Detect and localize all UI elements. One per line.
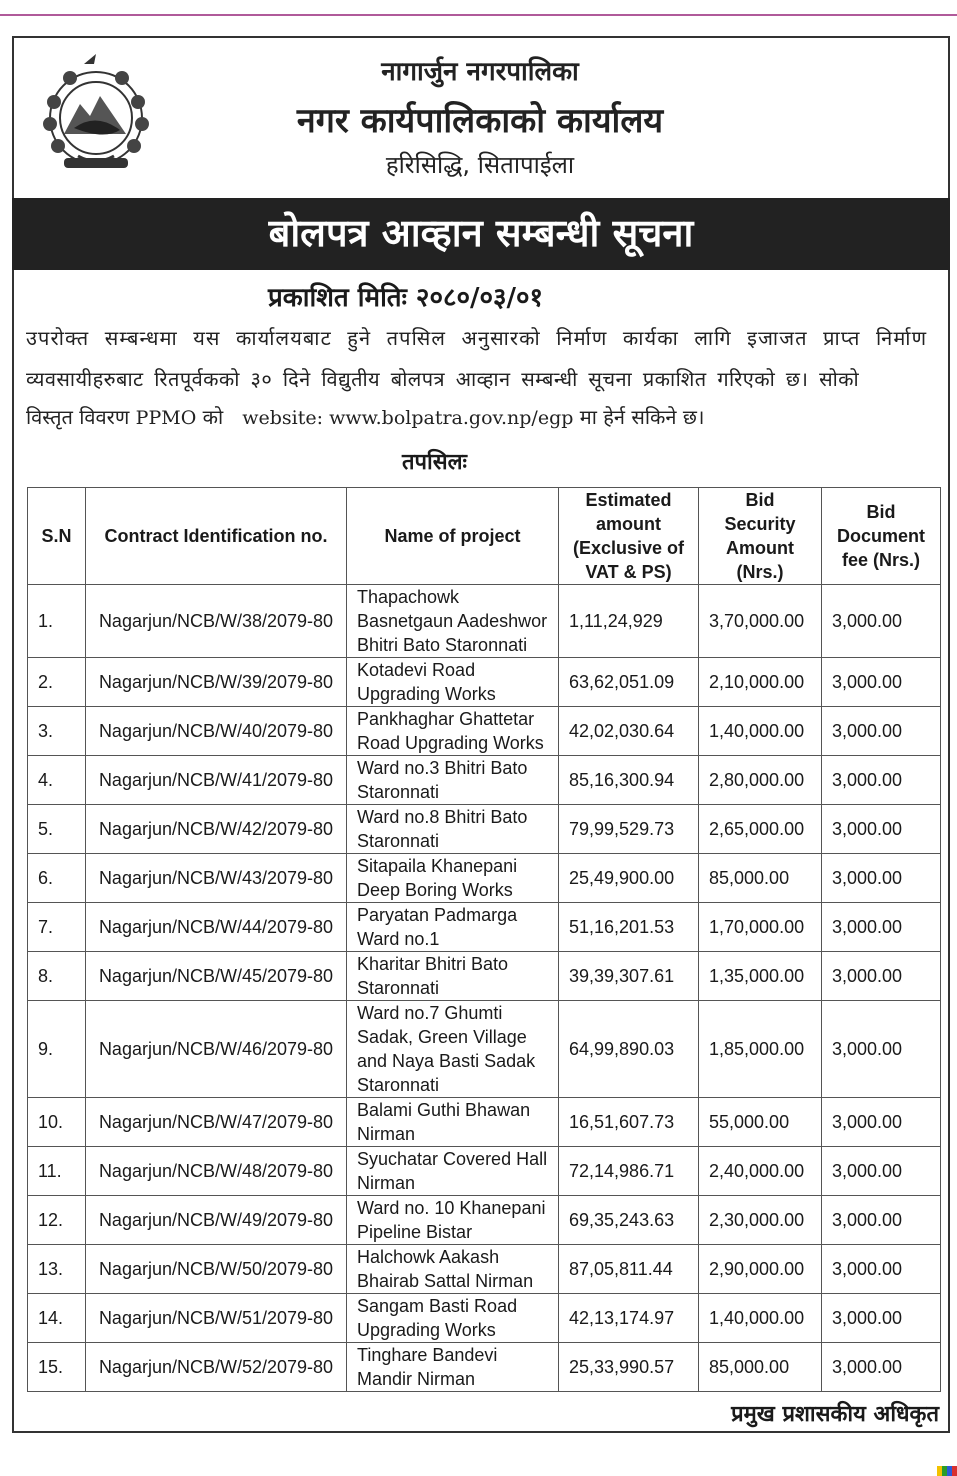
- cell-doc-fee: 3,000.00: [822, 585, 941, 658]
- cell-doc-fee: 3,000.00: [822, 1294, 941, 1343]
- cell-contract-id: Nagarjun/NCB/W/49/2079-80: [86, 1196, 347, 1245]
- table-row: [28, 756, 941, 805]
- government-emblem-icon: [34, 52, 158, 176]
- cell-estimated-amount: 87,05,811.44: [559, 1245, 699, 1294]
- cell-doc-fee: 3,000.00: [822, 952, 941, 1001]
- cell-doc-fee: 3,000.00: [822, 707, 941, 756]
- cell-doc-fee: 3,000.00: [822, 1001, 941, 1098]
- cell-bid-security: 3,70,000.00: [699, 585, 822, 658]
- cell-sn: 9.: [28, 1001, 86, 1098]
- header-estimated-amount: Estimated amount (Exclusive of VAT & PS): [559, 488, 699, 585]
- cell-estimated-amount: 51,16,201.53: [559, 903, 699, 952]
- signatory-title: प्रमुख प्रशासकीय अधिकृत: [731, 1402, 939, 1427]
- cell-project-name: Thapachowk Basnetgaun Aadeshwor Bhitri Bato Staronnati: [347, 585, 559, 658]
- cell-contract-id: Nagarjun/NCB/W/43/2079-80: [86, 854, 347, 903]
- website-link[interactable]: website: www.bolpatra.gov.np/egp: [242, 407, 574, 429]
- cell-contract-id: Nagarjun/NCB/W/51/2079-80: [86, 1294, 347, 1343]
- cell-doc-fee: 3,000.00: [822, 658, 941, 707]
- cell-sn: 8.: [28, 952, 86, 1001]
- cell-estimated-amount: 25,49,900.00: [559, 854, 699, 903]
- cell-project-name: Ward no.8 Bhitri Bato Staronnati: [347, 805, 559, 854]
- cell-doc-fee: 3,000.00: [822, 1343, 941, 1392]
- body-line-3-post: मा हेर्न सकिने छ।: [579, 405, 705, 429]
- cell-contract-id: Nagarjun/NCB/W/42/2079-80: [86, 805, 347, 854]
- header-doc-fee: Bid Document fee (Nrs.): [822, 488, 941, 585]
- cell-sn: 10.: [28, 1098, 86, 1147]
- cell-bid-security: 2,40,000.00: [699, 1147, 822, 1196]
- body-line-3: [26, 403, 942, 430]
- cell-bid-security: 1,70,000.00: [699, 903, 822, 952]
- cell-doc-fee: 3,000.00: [822, 1098, 941, 1147]
- cell-bid-security: 85,000.00: [699, 854, 822, 903]
- cell-estimated-amount: 69,35,243.63: [559, 1196, 699, 1245]
- table-row: [28, 585, 941, 658]
- cell-contract-id: Nagarjun/NCB/W/39/2079-80: [86, 658, 347, 707]
- cell-doc-fee: 3,000.00: [822, 1147, 941, 1196]
- cell-contract-id: Nagarjun/NCB/W/44/2079-80: [86, 903, 347, 952]
- cell-project-name: Pankhaghar Ghattetar Road Upgrading Works: [347, 707, 559, 756]
- cell-sn: 14.: [28, 1294, 86, 1343]
- table-header-row: [28, 488, 941, 585]
- header-bid-security: Bid Security Amount (Nrs.): [699, 488, 822, 585]
- cell-project-name: Balami Guthi Bhawan Nirman: [347, 1098, 559, 1147]
- header-contract-id: Contract Identification no.: [86, 488, 347, 585]
- table-row: [28, 658, 941, 707]
- cell-doc-fee: 3,000.00: [822, 756, 941, 805]
- cell-contract-id: Nagarjun/NCB/W/48/2079-80: [86, 1147, 347, 1196]
- notice-title-banner: बोलपत्र आव्हान सम्बन्धी सूचना: [12, 198, 950, 270]
- cell-project-name: Tinghare Bandevi Mandir Nirman: [347, 1343, 559, 1392]
- table-row: [28, 1245, 941, 1294]
- cell-contract-id: Nagarjun/NCB/W/47/2079-80: [86, 1098, 347, 1147]
- table-row: [28, 1294, 941, 1343]
- cell-estimated-amount: 79,99,529.73: [559, 805, 699, 854]
- cell-doc-fee: 3,000.00: [822, 805, 941, 854]
- cell-project-name: Halchowk Aakash Bhairab Sattal Nirman: [347, 1245, 559, 1294]
- ppmo-label: PPMO: [135, 407, 197, 429]
- cell-sn: 1.: [28, 585, 86, 658]
- cell-bid-security: 2,10,000.00: [699, 658, 822, 707]
- cell-contract-id: Nagarjun/NCB/W/50/2079-80: [86, 1245, 347, 1294]
- cell-doc-fee: 3,000.00: [822, 903, 941, 952]
- cell-sn: 6.: [28, 854, 86, 903]
- cell-bid-security: 2,65,000.00: [699, 805, 822, 854]
- cell-bid-security: 1,40,000.00: [699, 707, 822, 756]
- cell-bid-security: 85,000.00: [699, 1343, 822, 1392]
- table-row: [28, 952, 941, 1001]
- cell-sn: 4.: [28, 756, 86, 805]
- cell-project-name: Paryatan Padmarga Ward no.1: [347, 903, 559, 952]
- cell-sn: 2.: [28, 658, 86, 707]
- tender-table: [27, 487, 941, 1392]
- table-row: [28, 854, 941, 903]
- table-row: [28, 707, 941, 756]
- cell-sn: 15.: [28, 1343, 86, 1392]
- header-sn: S.N: [28, 488, 86, 585]
- cell-project-name: Ward no.3 Bhitri Bato Staronnati: [347, 756, 559, 805]
- table-row: [28, 1196, 941, 1245]
- cell-project-name: Kotadevi Road Upgrading Works: [347, 658, 559, 707]
- header-project: Name of project: [347, 488, 559, 585]
- cell-bid-security: 2,80,000.00: [699, 756, 822, 805]
- office-name: नगर कार्यपालिकाको कार्यालय: [296, 101, 664, 141]
- cell-sn: 13.: [28, 1245, 86, 1294]
- cell-bid-security: 1,35,000.00: [699, 952, 822, 1001]
- cell-project-name: Ward no.7 Ghumti Sadak, Green Village and Naya Basti Sadak Staronnati: [347, 1001, 559, 1098]
- cell-contract-id: Nagarjun/NCB/W/38/2079-80: [86, 585, 347, 658]
- cell-bid-security: 2,30,000.00: [699, 1196, 822, 1245]
- cell-sn: 11.: [28, 1147, 86, 1196]
- cell-project-name: Ward no. 10 Khanepani Pipeline Bistar: [347, 1196, 559, 1245]
- cell-contract-id: Nagarjun/NCB/W/40/2079-80: [86, 707, 347, 756]
- cell-contract-id: Nagarjun/NCB/W/52/2079-80: [86, 1343, 347, 1392]
- cell-contract-id: Nagarjun/NCB/W/46/2079-80: [86, 1001, 347, 1098]
- cell-estimated-amount: 72,14,986.71: [559, 1147, 699, 1196]
- cell-bid-security: 2,90,000.00: [699, 1245, 822, 1294]
- cell-doc-fee: 3,000.00: [822, 854, 941, 903]
- table-row: [28, 1147, 941, 1196]
- table-row: [28, 1098, 941, 1147]
- table-row: [28, 1001, 941, 1098]
- cell-contract-id: Nagarjun/NCB/W/45/2079-80: [86, 952, 347, 1001]
- cell-bid-security: 1,40,000.00: [699, 1294, 822, 1343]
- cell-estimated-amount: 16,51,607.73: [559, 1098, 699, 1147]
- published-date: प्रकाशित मितिः २०८०/०३/०१: [268, 283, 544, 313]
- cell-sn: 5.: [28, 805, 86, 854]
- cell-bid-security: 55,000.00: [699, 1098, 822, 1147]
- schedule-heading: तपसिलः: [402, 450, 467, 475]
- cell-contract-id: Nagarjun/NCB/W/41/2079-80: [86, 756, 347, 805]
- cell-estimated-amount: 42,02,030.64: [559, 707, 699, 756]
- cell-estimated-amount: 39,39,307.61: [559, 952, 699, 1001]
- cell-sn: 3.: [28, 707, 86, 756]
- cell-estimated-amount: 85,16,300.94: [559, 756, 699, 805]
- body-line-3-pre: विस्तृत विवरण: [26, 405, 130, 429]
- cell-estimated-amount: 42,13,174.97: [559, 1294, 699, 1343]
- top-rule: [0, 14, 957, 16]
- municipality-name: नागार्जुन नगरपालिका: [381, 57, 579, 87]
- cell-estimated-amount: 25,33,990.57: [559, 1343, 699, 1392]
- cell-project-name: Sangam Basti Road Upgrading Works: [347, 1294, 559, 1343]
- body-line-2: व्यवसायीहरुबाट रितपूर्वकको ३० दिने विद्युतीय बोलपत्र आव्हान सम्बन्धी सूचना प्रकाशित गरिएको छ। सोको: [26, 367, 860, 391]
- cell-sn: 12.: [28, 1196, 86, 1245]
- cell-project-name: Sitapaila Khanepani Deep Boring Works: [347, 854, 559, 903]
- cell-doc-fee: 3,000.00: [822, 1196, 941, 1245]
- table-row: [28, 1343, 941, 1392]
- body-line-3-ko: को: [202, 405, 224, 429]
- body-line-1: उपरोक्त सम्बन्धमा यस कार्यालयबाट हुने तपसिल अनुसारको निर्माण कार्यका लागि इजाजत प्राप्त निर्माण: [26, 326, 928, 350]
- cell-project-name: Kharitar Bhitri Bato Staronnati: [347, 952, 559, 1001]
- cell-estimated-amount: 63,62,051.09: [559, 658, 699, 707]
- cell-sn: 7.: [28, 903, 86, 952]
- cell-bid-security: 1,85,000.00: [699, 1001, 822, 1098]
- corner-color-mark: [937, 1466, 957, 1476]
- cell-estimated-amount: 1,11,24,929: [559, 585, 699, 658]
- office-location: हरिसिद्धि, सितापाईला: [385, 151, 575, 179]
- cell-estimated-amount: 64,99,890.03: [559, 1001, 699, 1098]
- table-row: [28, 805, 941, 854]
- table-row: [28, 903, 941, 952]
- cell-project-name: Syuchatar Covered Hall Nirman: [347, 1147, 559, 1196]
- cell-doc-fee: 3,000.00: [822, 1245, 941, 1294]
